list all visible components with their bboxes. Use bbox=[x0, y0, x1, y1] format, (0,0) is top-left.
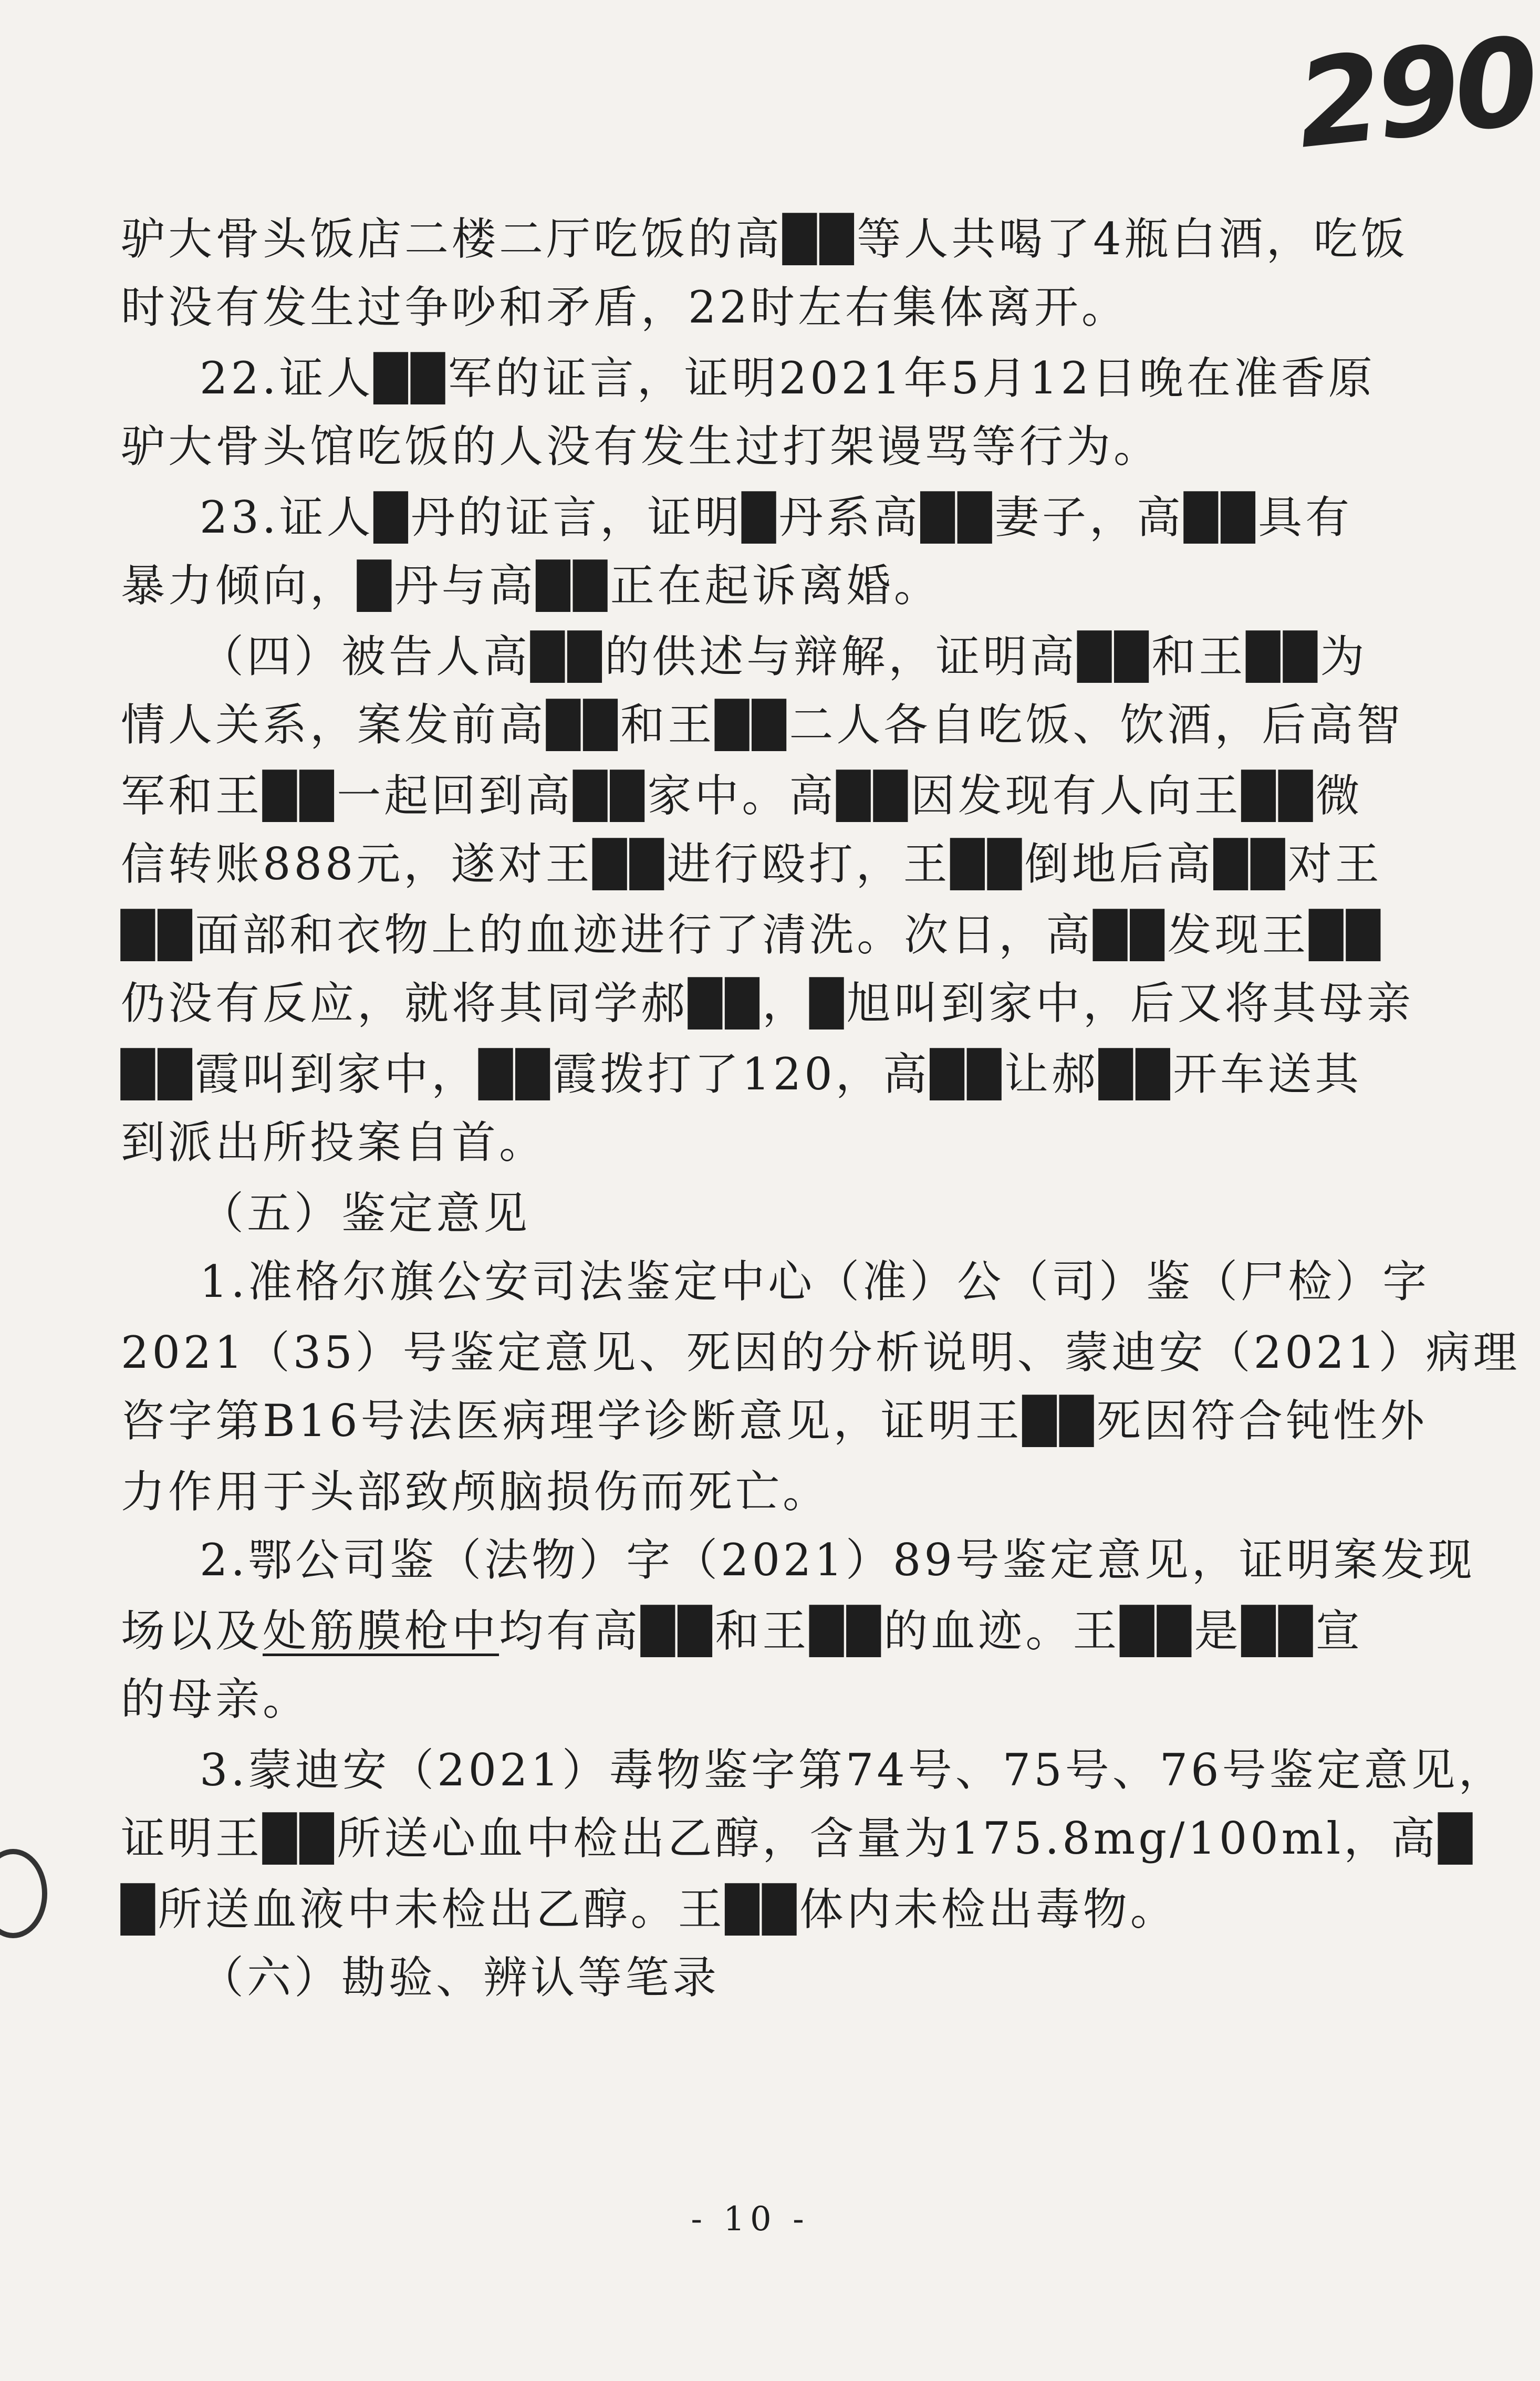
text-line bbox=[121, 1602, 1363, 1660]
page-number: - 10 - bbox=[691, 2200, 809, 2239]
text-line: 3.蒙迪安（2021）毒物鉴字第74号、75号、76号鉴定意见， bbox=[200, 1744, 1506, 1796]
text-line: 证明王██所送心血中检出乙醇，含量为175.8mg/100ml，高█ bbox=[121, 1813, 1475, 1864]
text-line: 22.证人██军的证言，证明2021年5月12日晚在准香原 bbox=[200, 352, 1376, 404]
text-line: 情人关系，案发前高██和王██二人各自吃饭、饮酒，后高智 bbox=[121, 699, 1404, 751]
section-heading: （五）鉴定意见 bbox=[200, 1188, 531, 1239]
text-line: 驴大骨头馆吃饭的人没有发生过打架谩骂等行为。 bbox=[121, 421, 1161, 472]
text-line: 力作用于头部致颅脑损伤而死亡。 bbox=[121, 1466, 830, 1517]
text-line: （四）被告人高██的供述与辩解，证明高██和王██为 bbox=[200, 631, 1368, 682]
text-line: 2.鄂公司鉴（法物）字（2021）89号鉴定意见，证明案发现 bbox=[200, 1534, 1475, 1586]
text-line: 信转账888元，遂对王██进行殴打，王██倒地后高██对王 bbox=[121, 838, 1382, 890]
text-line: 咨字第B16号法医病理学诊断意见，证明王██死因符合钝性外 bbox=[121, 1395, 1428, 1447]
text-line: 驴大骨头饭店二楼二厅吃饭的高██等人共喝了4瓶白酒，吃饭 bbox=[121, 213, 1408, 265]
text-line: 军和王██一起回到高██家中。高██因发现有人向王██微 bbox=[121, 770, 1363, 822]
text-segment: 均有高██和王██的血迹。王██是██宣 bbox=[499, 1605, 1363, 1657]
text-line: 23.证人█丹的证言，证明█丹系高██妻子，高██具有 bbox=[200, 492, 1353, 543]
text-line: 的母亲。 bbox=[121, 1673, 310, 1725]
text-line: 到派出所投案自首。 bbox=[121, 1117, 547, 1168]
handwritten-page-stamp: 290 bbox=[1290, 11, 1540, 176]
handwritten-underline-text: 处筋膜枪中 bbox=[263, 1605, 500, 1657]
text-segment: 场以及 bbox=[121, 1605, 263, 1657]
binding-hole-mark bbox=[0, 1849, 47, 1938]
section-heading: （六）勘验、辨认等笔录 bbox=[200, 1952, 720, 2003]
text-line: 时没有发生过争吵和矛盾，22时左右集体离开。 bbox=[121, 282, 1129, 333]
text-line: 仍没有反应，就将其同学郝██，█旭叫到家中，后又将其母亲 bbox=[121, 978, 1414, 1029]
text-line: █所送血液中未检出乙醇。王██体内未检出毒物。 bbox=[121, 1884, 1178, 1935]
text-line: ██霞叫到家中，██霞拨打了120，高██让郝██开车送其 bbox=[121, 1048, 1362, 1100]
text-line: 暴力倾向，█丹与高██正在起诉离婚。 bbox=[121, 560, 941, 611]
text-line: 1.准格尔旗公安司法鉴定中心（准）公（司）鉴（尸检）字 bbox=[200, 1256, 1430, 1307]
text-line: 2021（35）号鉴定意见、死因的分析说明、蒙迪安（2021）病理 bbox=[121, 1327, 1521, 1378]
text-line: ██面部和衣物上的血迹进行了清洗。次日，高██发现王██ bbox=[121, 909, 1383, 961]
